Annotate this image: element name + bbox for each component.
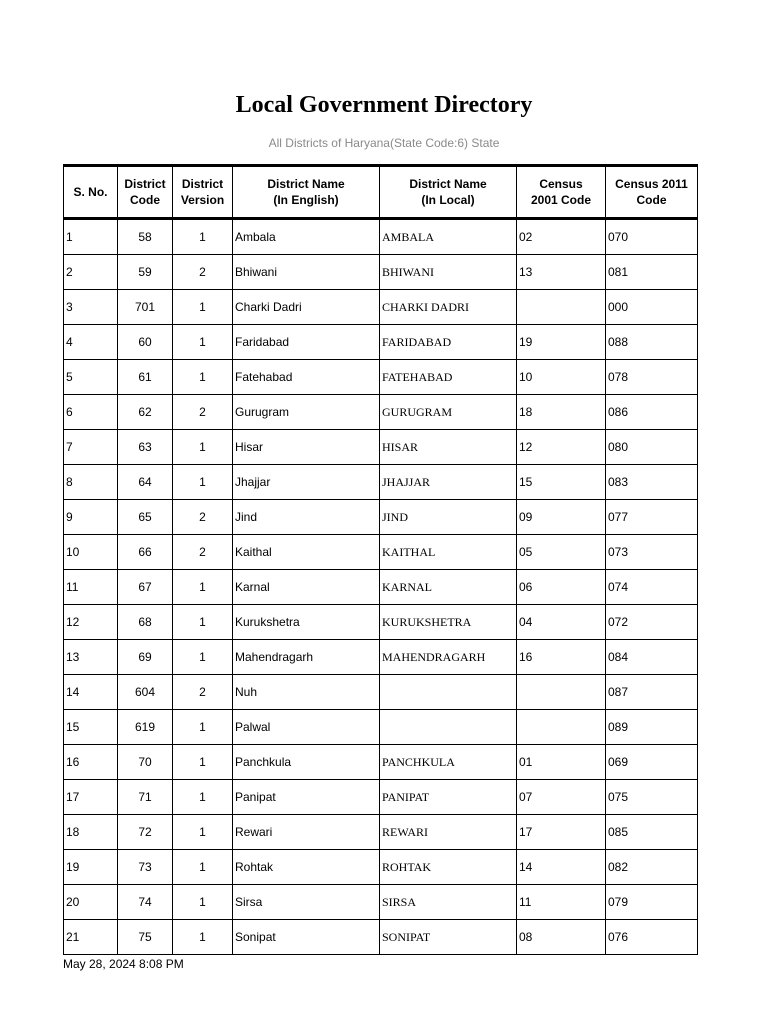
census-2001-code-cell: 16	[517, 640, 606, 675]
district-code-cell: 74	[118, 885, 173, 920]
district-code-cell: 66	[118, 535, 173, 570]
column-header-line: District Name	[267, 177, 345, 191]
table-row	[64, 640, 698, 675]
column-header-line: Version	[180, 193, 225, 207]
sno-cell: 20	[64, 885, 118, 920]
district-version-cell: 1	[173, 710, 233, 745]
sno-cell: 2	[64, 255, 118, 290]
district-version-cell: 1	[173, 570, 233, 605]
district-code-cell: 68	[118, 605, 173, 640]
sno-cell: 17	[64, 780, 118, 815]
column-header-district-name-english	[233, 166, 380, 219]
district-code-cell: 67	[118, 570, 173, 605]
census-2001-code-cell: 17	[517, 815, 606, 850]
district-version-cell: 1	[173, 640, 233, 675]
census-2001-code-cell: 11	[517, 885, 606, 920]
table-row	[64, 675, 698, 710]
census-2011-code-cell: 073	[606, 535, 698, 570]
district-name-english-cell: Ambala	[233, 219, 380, 255]
district-version-cell: 2	[173, 535, 233, 570]
census-2001-code-cell: 04	[517, 605, 606, 640]
column-header-sno	[64, 166, 118, 219]
district-name-local-cell	[380, 675, 517, 710]
district-name-local-cell: REWARI	[380, 815, 517, 850]
district-code-cell: 75	[118, 920, 173, 955]
district-name-english-cell: Gurugram	[233, 395, 380, 430]
census-2001-code-cell: 13	[517, 255, 606, 290]
sno-cell: 15	[64, 710, 118, 745]
column-header-district-code	[118, 166, 173, 219]
district-code-cell: 619	[118, 710, 173, 745]
district-version-cell: 1	[173, 219, 233, 255]
census-2011-code-cell: 076	[606, 920, 698, 955]
column-header-line: Code	[130, 193, 160, 207]
column-header-line: Census 2011	[615, 177, 688, 191]
census-2011-code-cell: 082	[606, 850, 698, 885]
district-code-cell: 69	[118, 640, 173, 675]
district-name-local-cell: FATEHABAD	[380, 360, 517, 395]
census-2011-code-cell: 083	[606, 465, 698, 500]
column-header-district-name-local	[380, 166, 517, 219]
column-header-line: Code	[636, 193, 667, 207]
column-header-census-2001-code	[517, 166, 606, 219]
census-2011-code-cell: 080	[606, 430, 698, 465]
census-2001-code-cell	[517, 290, 606, 325]
district-version-cell: 2	[173, 255, 233, 290]
column-header-line: (In Local)	[421, 193, 475, 207]
table-row	[64, 570, 698, 605]
district-name-local-cell: HISAR	[380, 430, 517, 465]
district-version-cell: 1	[173, 360, 233, 395]
district-version-cell: 1	[173, 290, 233, 325]
census-2001-code-cell: 05	[517, 535, 606, 570]
district-name-english-cell: Palwal	[233, 710, 380, 745]
district-version-cell: 1	[173, 780, 233, 815]
census-2011-code-cell: 070	[606, 219, 698, 255]
district-name-english-cell: Karnal	[233, 570, 380, 605]
table-row	[64, 780, 698, 815]
table-header-row	[64, 166, 698, 219]
district-name-english-cell: Kurukshetra	[233, 605, 380, 640]
table-row	[64, 290, 698, 325]
column-header-line: 2001 Code	[530, 193, 592, 207]
district-name-english-cell: Hisar	[233, 430, 380, 465]
census-2001-code-cell: 18	[517, 395, 606, 430]
census-2001-code-cell: 06	[517, 570, 606, 605]
district-name-english-cell: Mahendragarh	[233, 640, 380, 675]
district-name-local-cell: KAITHAL	[380, 535, 517, 570]
district-name-english-cell: Kaithal	[233, 535, 380, 570]
table-row	[64, 920, 698, 955]
district-name-local-cell	[380, 710, 517, 745]
census-2001-code-cell: 14	[517, 850, 606, 885]
census-2001-code-cell: 07	[517, 780, 606, 815]
district-version-cell: 1	[173, 745, 233, 780]
district-code-cell: 62	[118, 395, 173, 430]
district-name-english-cell: Charki Dadri	[233, 290, 380, 325]
census-2011-code-cell: 081	[606, 255, 698, 290]
sno-cell: 19	[64, 850, 118, 885]
sno-cell: 16	[64, 745, 118, 780]
district-version-cell: 1	[173, 920, 233, 955]
district-name-local-cell: KARNAL	[380, 570, 517, 605]
census-2001-code-cell: 01	[517, 745, 606, 780]
district-code-cell: 71	[118, 780, 173, 815]
print-timestamp: May 28, 2024 8:08 PM	[63, 957, 184, 971]
district-name-english-cell: Fatehabad	[233, 360, 380, 395]
district-name-local-cell: PANCHKULA	[380, 745, 517, 780]
census-2011-code-cell: 084	[606, 640, 698, 675]
district-name-local-cell: SIRSA	[380, 885, 517, 920]
district-version-cell: 1	[173, 325, 233, 360]
district-version-cell: 1	[173, 850, 233, 885]
sno-cell: 11	[64, 570, 118, 605]
sno-cell: 14	[64, 675, 118, 710]
district-version-cell: 1	[173, 430, 233, 465]
district-version-cell: 1	[173, 815, 233, 850]
district-name-english-cell: Jhajjar	[233, 465, 380, 500]
table-body	[64, 219, 698, 955]
census-2011-code-cell: 089	[606, 710, 698, 745]
census-2011-code-cell: 087	[606, 675, 698, 710]
district-name-english-cell: Bhiwani	[233, 255, 380, 290]
district-name-local-cell: GURUGRAM	[380, 395, 517, 430]
sno-cell: 4	[64, 325, 118, 360]
district-version-cell: 1	[173, 885, 233, 920]
district-name-local-cell: BHIWANI	[380, 255, 517, 290]
table-row	[64, 395, 698, 430]
table-row	[64, 500, 698, 535]
census-2001-code-cell: 08	[517, 920, 606, 955]
census-2001-code-cell	[517, 710, 606, 745]
district-code-cell: 63	[118, 430, 173, 465]
district-name-english-cell: Sonipat	[233, 920, 380, 955]
district-name-local-cell: JIND	[380, 500, 517, 535]
district-code-cell: 701	[118, 290, 173, 325]
census-2001-code-cell: 12	[517, 430, 606, 465]
census-2011-code-cell: 072	[606, 605, 698, 640]
district-code-cell: 59	[118, 255, 173, 290]
census-2011-code-cell: 000	[606, 290, 698, 325]
district-name-english-cell: Rewari	[233, 815, 380, 850]
table-row	[64, 605, 698, 640]
table-row	[64, 885, 698, 920]
census-2001-code-cell: 10	[517, 360, 606, 395]
sno-cell: 9	[64, 500, 118, 535]
district-version-cell: 2	[173, 500, 233, 535]
district-name-local-cell: JHAJJAR	[380, 465, 517, 500]
census-2011-code-cell: 079	[606, 885, 698, 920]
sno-cell: 7	[64, 430, 118, 465]
sno-cell: 6	[64, 395, 118, 430]
census-2011-code-cell: 075	[606, 780, 698, 815]
district-code-cell: 64	[118, 465, 173, 500]
census-2001-code-cell: 02	[517, 219, 606, 255]
table-row	[64, 360, 698, 395]
district-version-cell: 1	[173, 465, 233, 500]
table-row	[64, 325, 698, 360]
sno-cell: 5	[64, 360, 118, 395]
page-title: Local Government Directory	[235, 92, 533, 118]
table-row	[64, 219, 698, 255]
column-header-district-version	[173, 166, 233, 219]
sno-cell: 3	[64, 290, 118, 325]
district-code-cell: 61	[118, 360, 173, 395]
census-2011-code-cell: 078	[606, 360, 698, 395]
district-code-cell: 58	[118, 219, 173, 255]
census-2001-code-cell	[517, 675, 606, 710]
district-version-cell: 2	[173, 675, 233, 710]
table-row	[64, 535, 698, 570]
census-2001-code-cell: 15	[517, 465, 606, 500]
district-name-english-cell: Panchkula	[233, 745, 380, 780]
district-name-local-cell: ROHTAK	[380, 850, 517, 885]
census-2011-code-cell: 074	[606, 570, 698, 605]
sno-cell: 13	[64, 640, 118, 675]
table-row	[64, 255, 698, 290]
column-header-line: (In English)	[273, 193, 339, 207]
sno-cell: 1	[64, 219, 118, 255]
sno-cell: 8	[64, 465, 118, 500]
table-row	[64, 465, 698, 500]
district-name-local-cell: SONIPAT	[380, 920, 517, 955]
table-row	[64, 710, 698, 745]
district-name-english-cell: Rohtak	[233, 850, 380, 885]
district-code-cell: 604	[118, 675, 173, 710]
column-header-line: District Name	[409, 177, 487, 191]
district-name-english-cell: Jind	[233, 500, 380, 535]
district-code-cell: 60	[118, 325, 173, 360]
census-2011-code-cell: 085	[606, 815, 698, 850]
district-name-local-cell: FARIDABAD	[380, 325, 517, 360]
table-row	[64, 430, 698, 465]
district-version-cell: 1	[173, 605, 233, 640]
sno-cell: 18	[64, 815, 118, 850]
census-2011-code-cell: 086	[606, 395, 698, 430]
column-header-census-2011-code	[606, 166, 698, 219]
district-name-english-cell: Nuh	[233, 675, 380, 710]
table-row	[64, 745, 698, 780]
page-subtitle: All Districts of Haryana(State Code:6) State	[268, 136, 500, 150]
district-code-cell: 65	[118, 500, 173, 535]
district-code-cell: 73	[118, 850, 173, 885]
census-2001-code-cell: 19	[517, 325, 606, 360]
column-header-line: District	[181, 177, 224, 191]
column-header-line: Census	[539, 177, 583, 191]
district-name-english-cell: Sirsa	[233, 885, 380, 920]
sno-cell: 10	[64, 535, 118, 570]
district-name-local-cell: CHARKI DADRI	[380, 290, 517, 325]
census-2011-code-cell: 069	[606, 745, 698, 780]
district-code-cell: 72	[118, 815, 173, 850]
district-name-local-cell: AMBALA	[380, 219, 517, 255]
districts-table	[63, 164, 698, 955]
census-2001-code-cell: 09	[517, 500, 606, 535]
column-header-line: S. No.	[73, 185, 108, 199]
census-2011-code-cell: 077	[606, 500, 698, 535]
district-name-english-cell: Faridabad	[233, 325, 380, 360]
district-name-english-cell: Panipat	[233, 780, 380, 815]
table-row	[64, 815, 698, 850]
district-name-local-cell: MAHENDRAGARH	[380, 640, 517, 675]
district-code-cell: 70	[118, 745, 173, 780]
district-version-cell: 2	[173, 395, 233, 430]
column-header-line: District	[124, 177, 166, 191]
sno-cell: 21	[64, 920, 118, 955]
district-name-local-cell: PANIPAT	[380, 780, 517, 815]
sno-cell: 12	[64, 605, 118, 640]
district-name-local-cell: KURUKSHETRA	[380, 605, 517, 640]
table-row	[64, 850, 698, 885]
census-2011-code-cell: 088	[606, 325, 698, 360]
